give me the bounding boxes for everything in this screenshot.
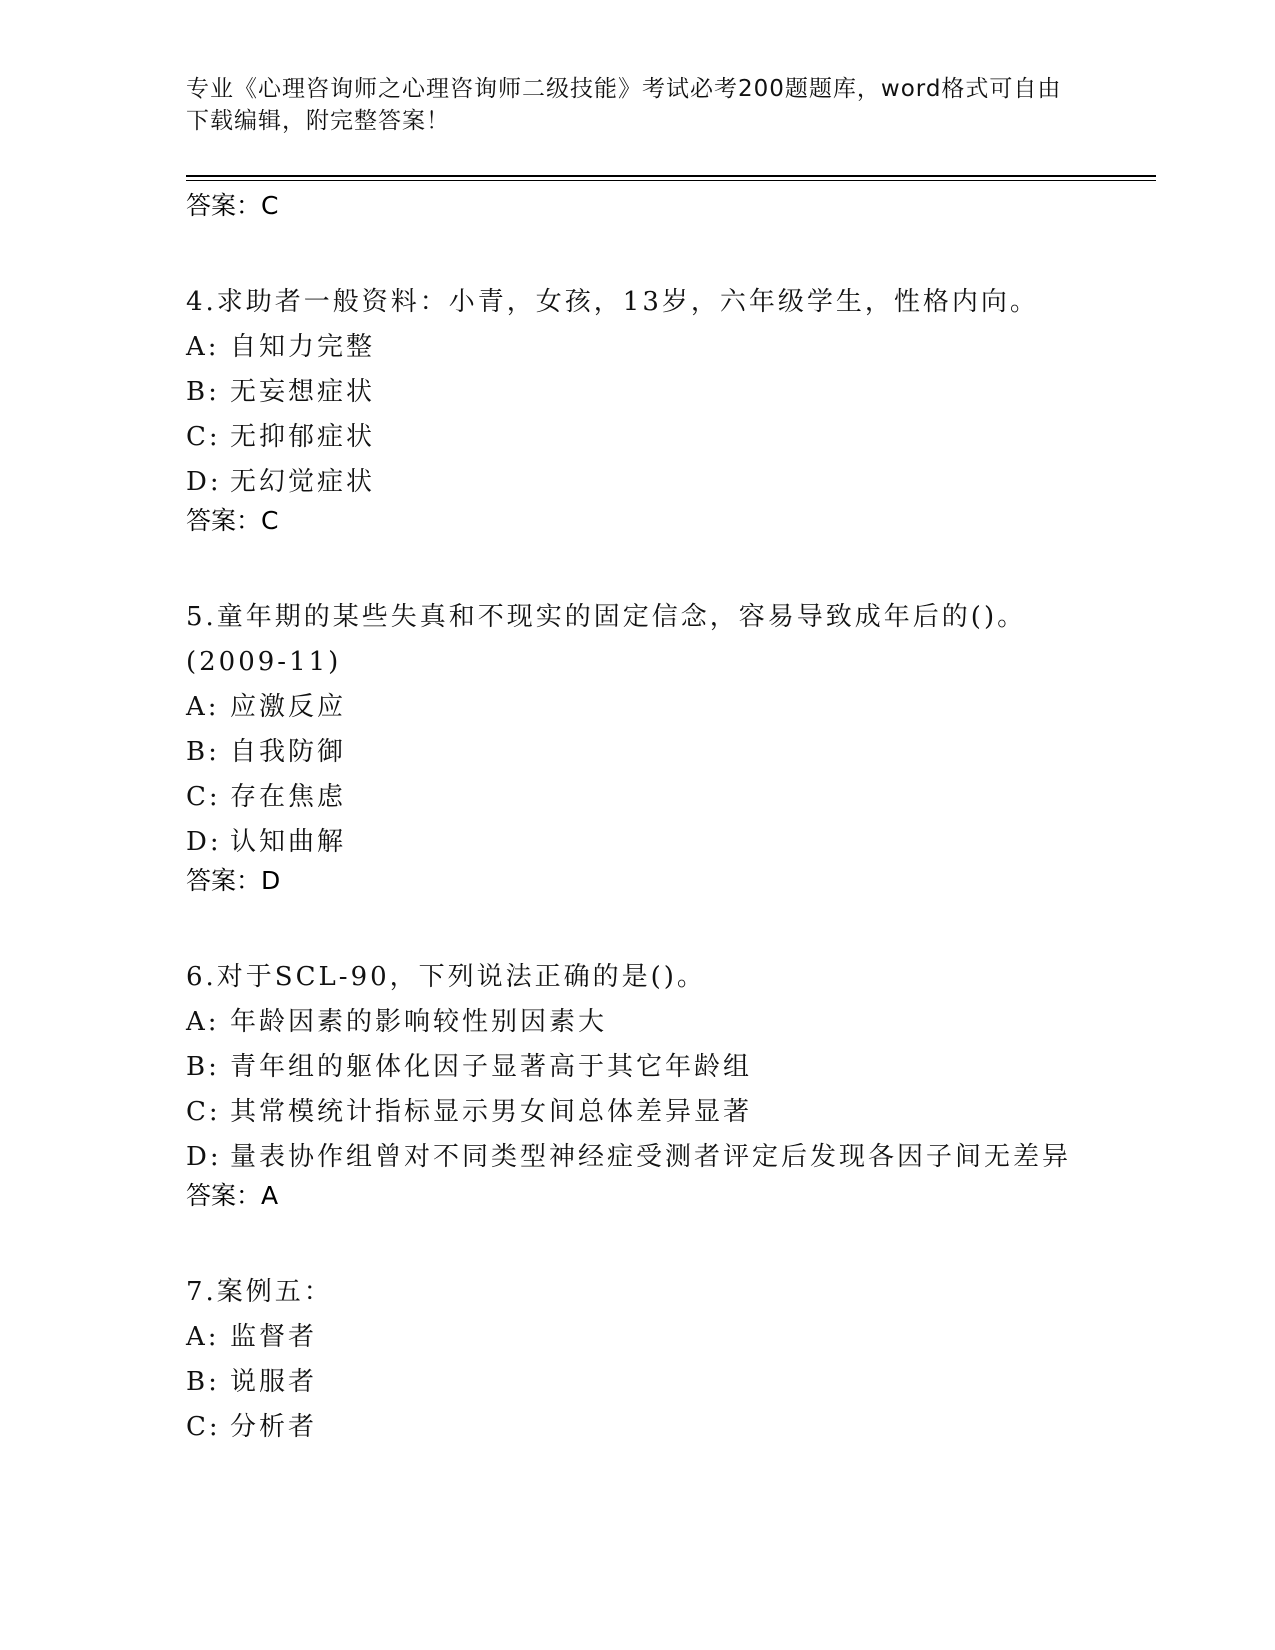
option-b (186, 1045, 1146, 1090)
answer-line: 答案：C (186, 191, 279, 220)
option-letter: B: (186, 737, 220, 767)
option-c (186, 775, 1146, 820)
option-text: 说服者 (230, 1367, 318, 1397)
option-text: 分析者 (230, 1412, 318, 1442)
question-stem-continued: (2009-11) (186, 647, 342, 677)
answer-line: 答案：C (186, 506, 279, 535)
spacer (186, 1225, 1146, 1270)
option-letter: B: (186, 1052, 220, 1082)
option-text: 年龄因素的影响较性别因素大 (230, 1007, 608, 1037)
option-c (186, 1405, 1146, 1450)
option-d (186, 460, 1146, 505)
option-letter: C: (186, 1412, 221, 1442)
spacer (186, 910, 1146, 955)
option-text: 量表协作组曾对不同类型神经症受测者评定后发现各因子间无差异 (230, 1142, 1072, 1172)
spacer (186, 550, 1146, 595)
question-block (186, 280, 1146, 595)
option-letter: C: (186, 782, 221, 812)
option-text: 青年组的躯体化因子显著高于其它年龄组 (230, 1052, 753, 1082)
option-letter: B: (186, 1367, 220, 1397)
header-divider-thick (186, 175, 1156, 177)
spacer (186, 235, 1146, 280)
option-letter: D: (186, 1142, 222, 1172)
question-stem: 4.求助者一般资料：小青，女孩，13岁，六年级学生，性格内向。 (186, 287, 1039, 317)
option-text: 自我防御 (230, 737, 347, 767)
answer-line: 答案：A (186, 1181, 279, 1210)
option-text: 无幻觉症状 (230, 467, 376, 497)
option-c (186, 1090, 1146, 1135)
option-text: 其常模统计指标显示男女间总体差异显著 (230, 1097, 753, 1127)
question-block (186, 955, 1146, 1270)
option-letter: C: (186, 1097, 221, 1127)
option-text: 认知曲解 (230, 827, 347, 857)
question-stem: 6.对于SCL-90，下列说法正确的是()。 (186, 962, 706, 992)
option-b (186, 730, 1146, 775)
option-letter: A: (186, 692, 220, 722)
option-letter: A: (186, 332, 220, 362)
option-b (186, 370, 1146, 415)
option-a (186, 685, 1146, 730)
option-letter: A: (186, 1007, 220, 1037)
answer-line: 答案：D (186, 866, 281, 895)
header-divider-thin (186, 180, 1156, 181)
document-header: 专业《心理咨询师之心理咨询师二级技能》考试必考200题题库，word格式可自由下载编辑，附完整答案！ (186, 76, 1062, 134)
option-a (186, 1000, 1146, 1045)
option-c (186, 415, 1146, 460)
question-stem: 5.童年期的某些失真和不现实的固定信念，容易导致成年后的()。 (186, 602, 1027, 632)
option-a (186, 1315, 1146, 1360)
option-letter: A: (186, 1322, 220, 1352)
question-block (186, 595, 1146, 955)
option-text: 自知力完整 (230, 332, 376, 362)
option-text: 无抑郁症状 (230, 422, 376, 452)
question-list (186, 190, 1146, 1450)
option-b (186, 1360, 1146, 1405)
question-stem: 7.案例五： (186, 1277, 333, 1307)
option-text: 无妄想症状 (230, 377, 376, 407)
option-letter: B: (186, 377, 220, 407)
option-letter: D: (186, 827, 222, 857)
question-block (186, 1270, 1146, 1450)
option-text: 监督者 (230, 1322, 318, 1352)
option-letter: C: (186, 422, 221, 452)
option-text: 应激反应 (230, 692, 347, 722)
option-d (186, 820, 1146, 865)
option-a (186, 325, 1146, 370)
option-letter: D: (186, 467, 222, 497)
option-d (186, 1135, 1146, 1180)
option-text: 存在焦虑 (230, 782, 347, 812)
